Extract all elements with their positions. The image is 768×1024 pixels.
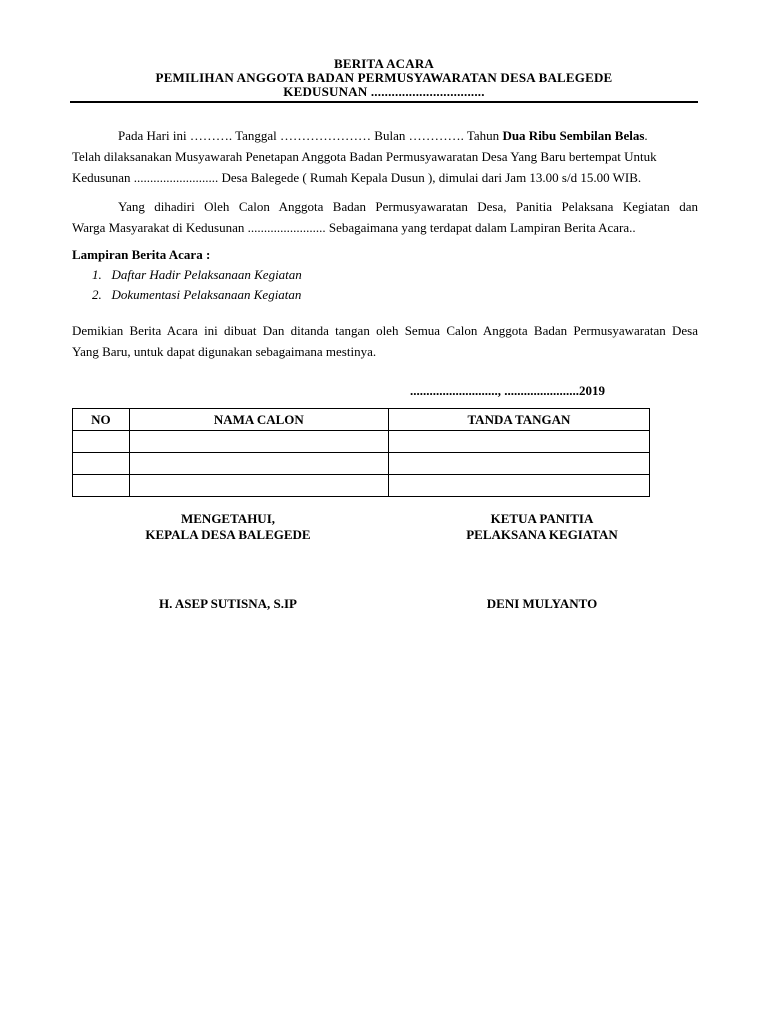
lampiran-item [92, 284, 718, 305]
closing-line1: Demikian Berita Acara ini dibuat Dan ditanda tangan oleh Semua Calon Anggota Badan Permusyawaratan Desa [72, 323, 698, 338]
para1-line3: Kedusunan .......................... Desa Balegede ( Rumah Kepala Dusun ), dimulai dari Jam 13.00 s/d 15.00 WIB. [72, 170, 642, 185]
col-header-nama: NAMA CALON [129, 409, 388, 431]
col-header-ttd: TANDA TANGAN [388, 409, 649, 431]
tanggal-blank: ………………… [280, 128, 372, 143]
table-cell [129, 453, 388, 475]
table-cell [388, 453, 649, 475]
table-header-row [73, 409, 650, 431]
closing-line2: Yang Baru, untuk dapat digunakan sebagaimana mestinya. [72, 344, 377, 359]
lampiran-item-text: Dokumentasi Pelaksanaan Kegiatan [111, 287, 302, 302]
period: . [644, 128, 648, 143]
sig-right-block [414, 511, 670, 543]
lampiran-item [92, 264, 718, 285]
col-header-no: NO [73, 409, 130, 431]
sig-left-line1: MENGETAHUI, [180, 511, 275, 526]
tahun-value: Dua Ribu Sembilan Belas [502, 128, 645, 143]
table-cell [73, 475, 130, 497]
table-cell [73, 453, 130, 475]
sig-right-line2: PELAKSANA KEGIATAN [466, 527, 618, 542]
sig-left-name: H. ASEP SUTISNA, S.IP [159, 596, 297, 611]
para1-line1 [72, 125, 698, 146]
table-cell [388, 431, 649, 453]
doc-subtitle-dusun: KEDUSUNAN ................................. [283, 84, 485, 99]
lampiran-item-text: Daftar Hadir Pelaksanaan Kegiatan [111, 267, 302, 282]
table-row [73, 475, 650, 497]
table-cell [129, 475, 388, 497]
para2-line2: Warga Masyarakat di Kedusunan ........................ Sebagaimana yang terdapat dalam Lampiran Berita Acara.. [72, 220, 636, 235]
table-row [73, 431, 650, 453]
bulan-label: Bulan [374, 128, 406, 143]
lampiran-item-num: 2. [92, 287, 102, 302]
candidate-table [72, 408, 650, 497]
sig-right-line1: KETUA PANITIA [490, 511, 594, 526]
sig-right-name: DENI MULYANTO [486, 596, 598, 611]
table-row [73, 453, 650, 475]
place-date-line: ..........................., .......................2019 [410, 383, 605, 398]
table-cell [129, 431, 388, 453]
sig-left-block [100, 511, 356, 543]
sig-left-line2: KEPALA DESA BALEGEDE [145, 527, 311, 542]
lampiran-heading: Lampiran Berita Acara : [72, 247, 211, 262]
para2-line1: Yang dihadiri Oleh Calon Anggota Badan Permusyawaratan Desa, Panitia Pelaksana Kegiatan dan [118, 199, 698, 214]
table-cell [388, 475, 649, 497]
table-cell [73, 431, 130, 453]
tahun-label: Tahun [466, 128, 500, 143]
header-divider [70, 101, 698, 103]
para1-line2: Telah dilaksanakan Musyawarah Penetapan Anggota Badan Permusyawaratan Desa Yang Baru bertempat Untuk [72, 149, 657, 164]
hari-label: Pada Hari ini [118, 128, 187, 143]
hari-blank: ………. [189, 128, 233, 143]
doc-subtitle: PEMILIHAN ANGGOTA BADAN PERMUSYAWARATAN DESA BALEGEDE [155, 70, 613, 85]
tanggal-label: Tanggal [235, 128, 277, 143]
bulan-blank: …………. [408, 128, 464, 143]
doc-title: BERITA ACARA [333, 56, 435, 71]
lampiran-item-num: 1. [92, 267, 102, 282]
